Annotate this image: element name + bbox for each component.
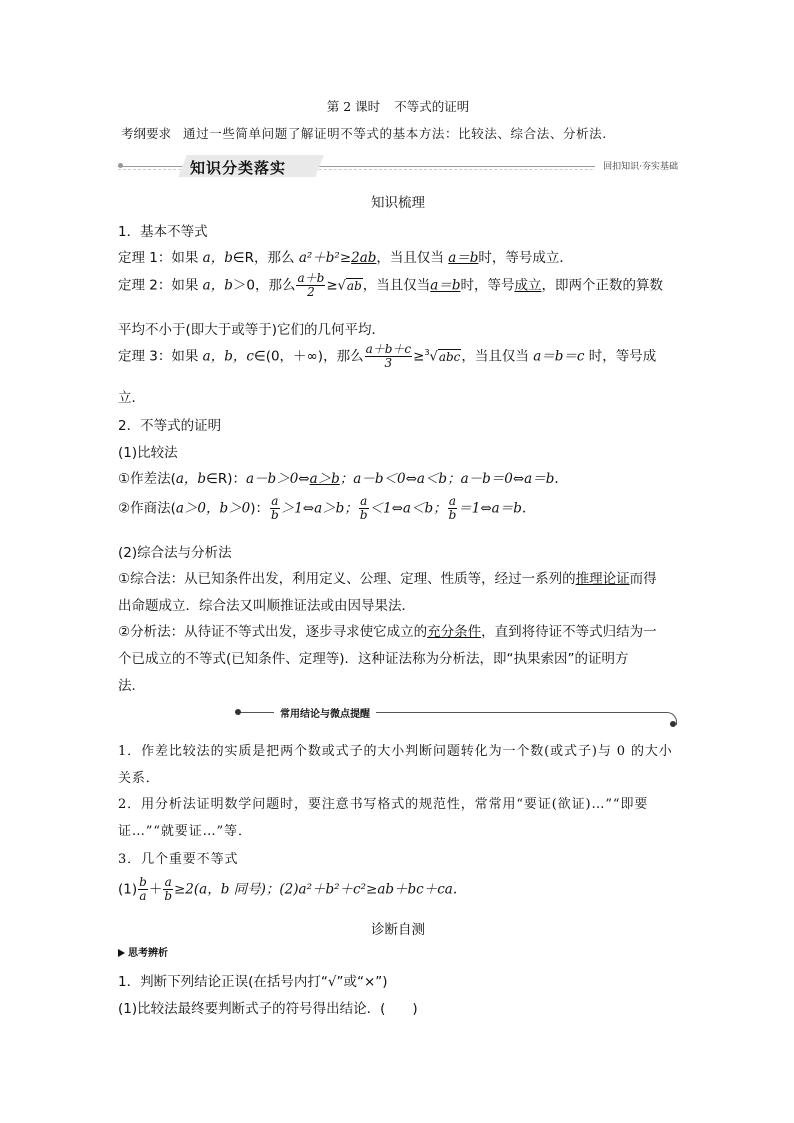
theorem-3-line2: 立．: [118, 390, 145, 406]
section2-heading: 2．不等式的证明: [118, 418, 222, 434]
important-inequalities: (1) $\frac{b}{a}$ ＋ $\frac{a}{b}$ ≥2(a，b 同号)；(2)a²＋b²＋c²≥ab＋bc＋ca.: [118, 875, 458, 903]
conclusion-2: 2．用分析法证明数学问题时，要注意书写格式的规范性，常常用“要证(欲证)…”“即要: [118, 797, 649, 812]
conclusion-3: 3．几个重要不等式: [118, 852, 239, 867]
synthesis-method: ①综合法：从已知条件出发，利用定义、公理、定理、性质等，经过一系列的推理论证而得: [118, 571, 657, 587]
banner-title: 知识分类落实: [190, 159, 287, 177]
diagnosis-heading: 诊断自测: [371, 922, 425, 938]
syllabus-requirement: [121, 124, 607, 142]
fraction: $\frac{a+b+c}{3}$: [365, 342, 412, 370]
knowledge-heading: 知识梳理: [371, 195, 425, 211]
quotient-method: ②作商法(a＞0，b＞0)： $\frac{a}{b}$ ＞1⇔a＞b； $\frac{a}{b}$ ＜1⇔a＜b； $\frac{a}{b}$ ＝1⇔a＝b.: [118, 494, 527, 522]
analysis-method: ②分析法：从待证不等式出发，逐步寻求使它成立的充分条件，直到将待证不等式归结为一: [118, 624, 657, 640]
lesson-title: 第 2 课时 不等式的证明: [326, 99, 470, 114]
question-1-1: (1)比较法最终要判断式子的符号得出结论．( ): [118, 1001, 418, 1017]
tip-banner: 常用结论与微点提醒: [238, 705, 678, 729]
question-1: 1．判断下列结论正误(在括号内打“√”或“×”): [118, 974, 388, 990]
theorem-1: 定理 1：如果 a，b∈R，那么 a²＋b²≥2ab，当且仅当 a＝b时，等号成立．: [118, 250, 573, 266]
comparison-method: (1)比较法: [118, 445, 178, 461]
synthesis-analysis-heading: (2)综合法与分析法: [118, 545, 232, 561]
section-banner: [118, 155, 678, 179]
banner-dot-icon: [118, 163, 123, 168]
section1-heading: 1．基本不等式: [118, 224, 208, 240]
think-label: 思考辨析: [118, 944, 168, 959]
requirement-text: 通过一些简单问题了解证明不等式的基本方法：比较法、综合法、分析法.: [183, 126, 607, 141]
difference-method: ①作差法(a，b∈R)：a－b＞0⇔a＞b；a－b＜0⇔a＜b；a－b＝0⇔a＝b.: [118, 471, 559, 487]
fraction: $\frac{a+b}{2}$: [297, 271, 325, 299]
theorem-3: 定理 3：如果 a，b，c∈(0，＋∞)，那么 $\frac{a+b+c}{3}$ ≥$^3$√abc，当且仅当 a＝b＝c 时，等号成: [118, 342, 657, 370]
theorem-2: 定理 2：如果 a，b＞0，那么 $\frac{a+b}{2}$ ≥√ab，当且仅当a＝b时，等号成立，即两个正数的算数: [118, 271, 663, 299]
conclusion-1: 1．作差比较法的实质是把两个数或式子的大小判断问题转化为一个数(或式子)与 0 的大小: [118, 744, 673, 759]
theorem-2-line2: 平均不小于(即大于或等于)它们的几何平均．: [118, 322, 386, 338]
banner-subtitle: 回扣知识·夯实基础: [595, 159, 678, 172]
dot-icon: [235, 709, 241, 715]
requirement-label: 考纲要求: [121, 126, 172, 141]
triangle-icon: [118, 949, 125, 957]
dot-icon: [670, 721, 676, 727]
